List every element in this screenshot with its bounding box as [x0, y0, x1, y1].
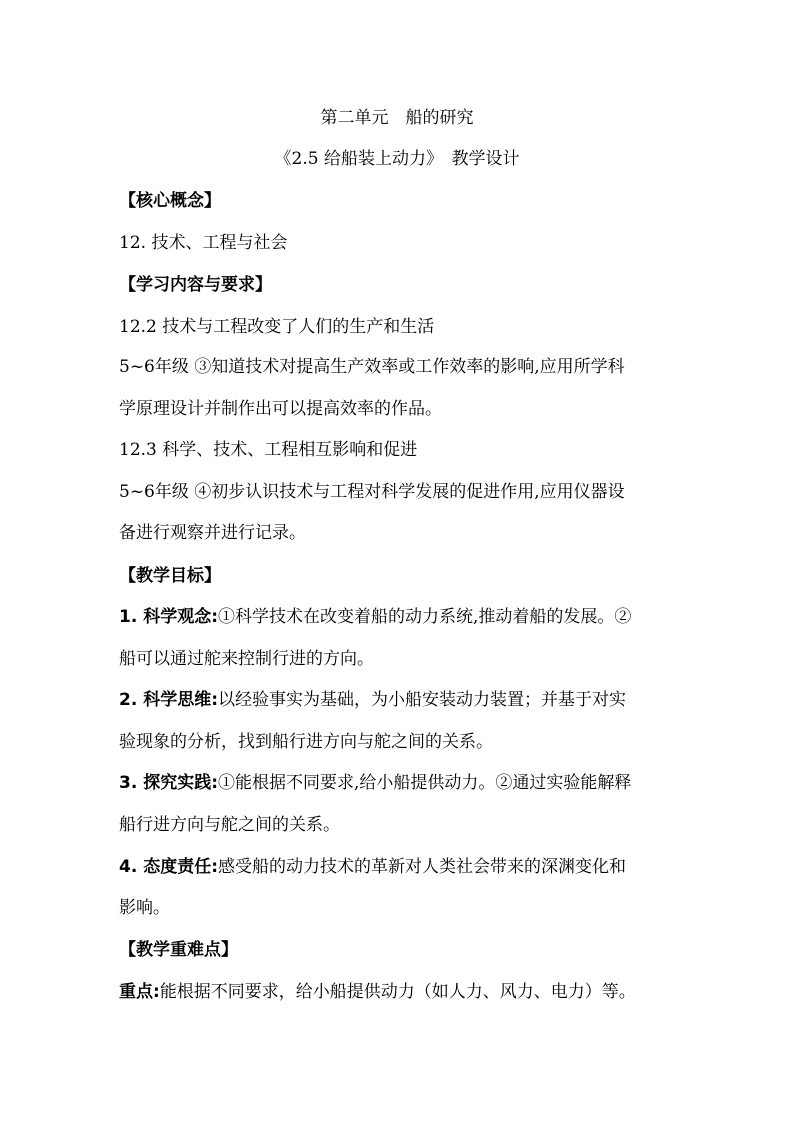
- content-requirements-heading: 【学习内容与要求】: [119, 275, 272, 295]
- objective-4-text: 感受船的动力技术的革新对人类社会带来的深渊变化和: [218, 857, 627, 877]
- objective-2-line2: 验现象的分析，找到船行进方向与舵之间的关系。: [119, 732, 493, 752]
- objective-3-line1: [119, 772, 699, 794]
- requirement-12-2-line1: 5~6年级 ③知道技术对提高生产效率或工作效率的影响,应用所学科: [119, 357, 625, 377]
- objective-1-line2: 船可以通过舵来控制行进的方向。: [119, 649, 374, 669]
- objective-2-text: 以经验事实为基础，为小船安装动力装置；并基于对实: [218, 690, 627, 710]
- objective-1-line1: [119, 606, 699, 628]
- objective-4-label: 4. 态度责任:: [119, 857, 219, 877]
- key-point-label: 重点:: [119, 982, 160, 1002]
- objective-2-line1: [119, 689, 699, 711]
- objectives-heading: 【教学目标】: [119, 566, 221, 586]
- key-point-line: [119, 981, 699, 1003]
- objective-3-label: 3. 探究实践:: [119, 773, 219, 793]
- objective-3-line2: 船行进方向与舵之间的关系。: [119, 815, 340, 835]
- core-concept-item: 12. 技术、工程与社会: [119, 233, 288, 253]
- key-point-text: 能根据不同要求，给小船提供动力（如人力、风力、电力）等。: [159, 982, 636, 1002]
- objective-1-label: 1. 科学观念:: [119, 607, 219, 627]
- objective-3-text: ①能根据不同要求,给小船提供动力。②通过实验能解释: [218, 773, 632, 793]
- key-points-heading: 【教学重难点】: [119, 940, 238, 960]
- requirement-12-3-line2: 备进行观察并进行记录。: [119, 523, 306, 543]
- unit-title: 第二单元 船的研究: [320, 108, 474, 128]
- requirement-12-3-title: 12.3 科学、技术、工程相互影响和促进: [119, 440, 418, 460]
- requirement-12-2-title: 12.2 技术与工程改变了人们的生产和生活: [119, 317, 435, 337]
- objective-2-label: 2. 科学思维:: [119, 690, 219, 710]
- core-concept-heading: 【核心概念】: [119, 191, 221, 211]
- objective-4-line2: 影响。: [119, 898, 170, 918]
- objective-4-line1: [119, 856, 699, 878]
- requirement-12-2-line2: 学原理设计并制作出可以提高效率的作品。: [119, 399, 442, 419]
- requirement-12-3-line1: 5~6年级 ④初步认识技术与工程对科学发展的促进作用,应用仪器设: [119, 482, 625, 502]
- lesson-title: 《2.5 给船装上动力》 教学设计: [274, 149, 520, 169]
- objective-1-text: ①科学技术在改变着船的动力系统,推动着船的发展。②: [218, 607, 632, 627]
